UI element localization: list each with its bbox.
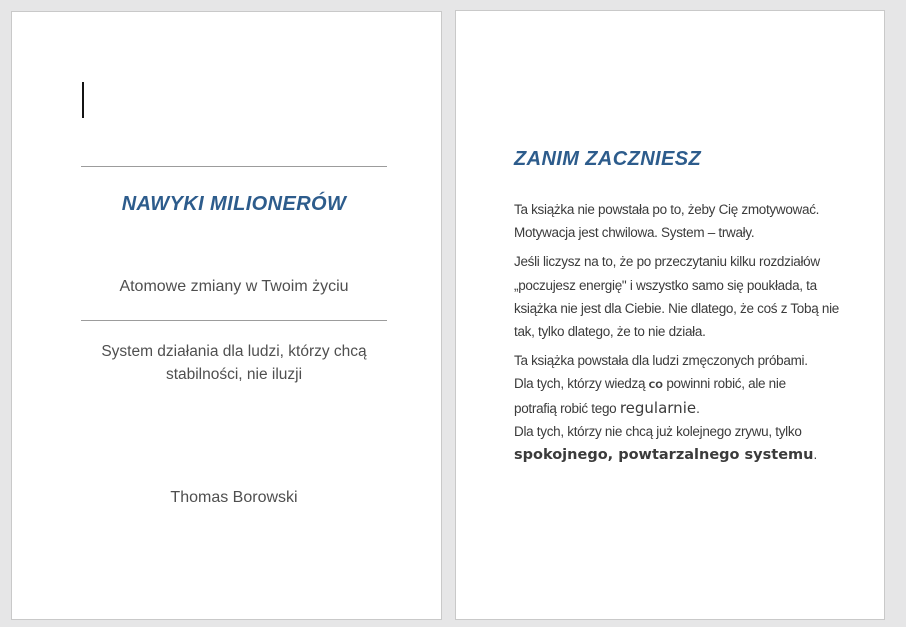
- book-subtitle[interactable]: Atomowe zmiany w Twoim życiu: [119, 278, 349, 295]
- paragraph-3-line-5: [514, 443, 864, 467]
- paragraph-3-line-4: Dla tych, którzy nie chcą już kolejnego zrywu, tylko: [514, 423, 802, 439]
- emphasis-bold-phrase: spokojnego, powtarzalnego systemu: [514, 447, 814, 464]
- paragraph-1[interactable]: [514, 198, 864, 244]
- emphasis-word-regularnie: regularnie: [619, 398, 697, 417]
- paragraph-3-line-2: [514, 372, 864, 396]
- paragraph-3-line-3: [514, 397, 864, 420]
- text-cursor: [82, 82, 84, 118]
- emphasis-word-co: co: [648, 376, 663, 393]
- book-tagline[interactable]: [81, 340, 387, 386]
- paragraph-1-line-2: Motywacja jest chwilowa. System – trwały.: [514, 225, 755, 241]
- paragraph-2-line-4: tak, tylko dlatego, że to nie działa.: [514, 324, 706, 340]
- paragraph-2-line-1: Jeśli liczysz na to, że po przeczytaniu kilku rozdziałów: [514, 254, 820, 270]
- paragraph-2-line-2: „poczujesz energię" i wszystko samo się poukłada, ta: [514, 277, 817, 293]
- divider-bottom: [81, 320, 387, 321]
- book-title[interactable]: NAWYKI MILIONERÓW: [121, 193, 347, 215]
- page-intro[interactable]: [455, 10, 885, 620]
- section-heading[interactable]: ZANIM ZACZNIESZ: [514, 148, 702, 170]
- paragraph-2[interactable]: [514, 250, 864, 343]
- paragraph-3-line-1: Ta książka powstała dla ludzi zmęczonych próbami.: [514, 353, 808, 369]
- paragraph-1-line-1: Ta książka nie powstała po to, żeby Cię zmotywować.: [514, 202, 820, 217]
- paragraph-3-line-3-period: .: [696, 400, 700, 416]
- body-text: [514, 198, 864, 473]
- paragraph-3[interactable]: [514, 349, 864, 467]
- tagline-line-1: System działania dla ludzi, którzy chcą: [101, 343, 367, 360]
- paragraph-3-line-2-rest: powinni robić, ale nie: [662, 376, 786, 392]
- paragraph-2-line-3: książka nie jest dla Ciebie. Nie dlatego, że coś z Tobą nie: [514, 300, 839, 316]
- paragraph-3-line-3-text: potrafią robić tego: [514, 400, 620, 416]
- paragraph-3-line-5-period: .: [813, 447, 817, 463]
- page-title-page[interactable]: [11, 11, 442, 620]
- tagline-line-2: stabilności, nie iluzji: [165, 366, 303, 384]
- author-name[interactable]: Thomas Borowski: [170, 489, 298, 506]
- paragraph-3-line-2-text: Dla tych, którzy wiedzą: [514, 376, 649, 392]
- divider-top: [81, 166, 387, 167]
